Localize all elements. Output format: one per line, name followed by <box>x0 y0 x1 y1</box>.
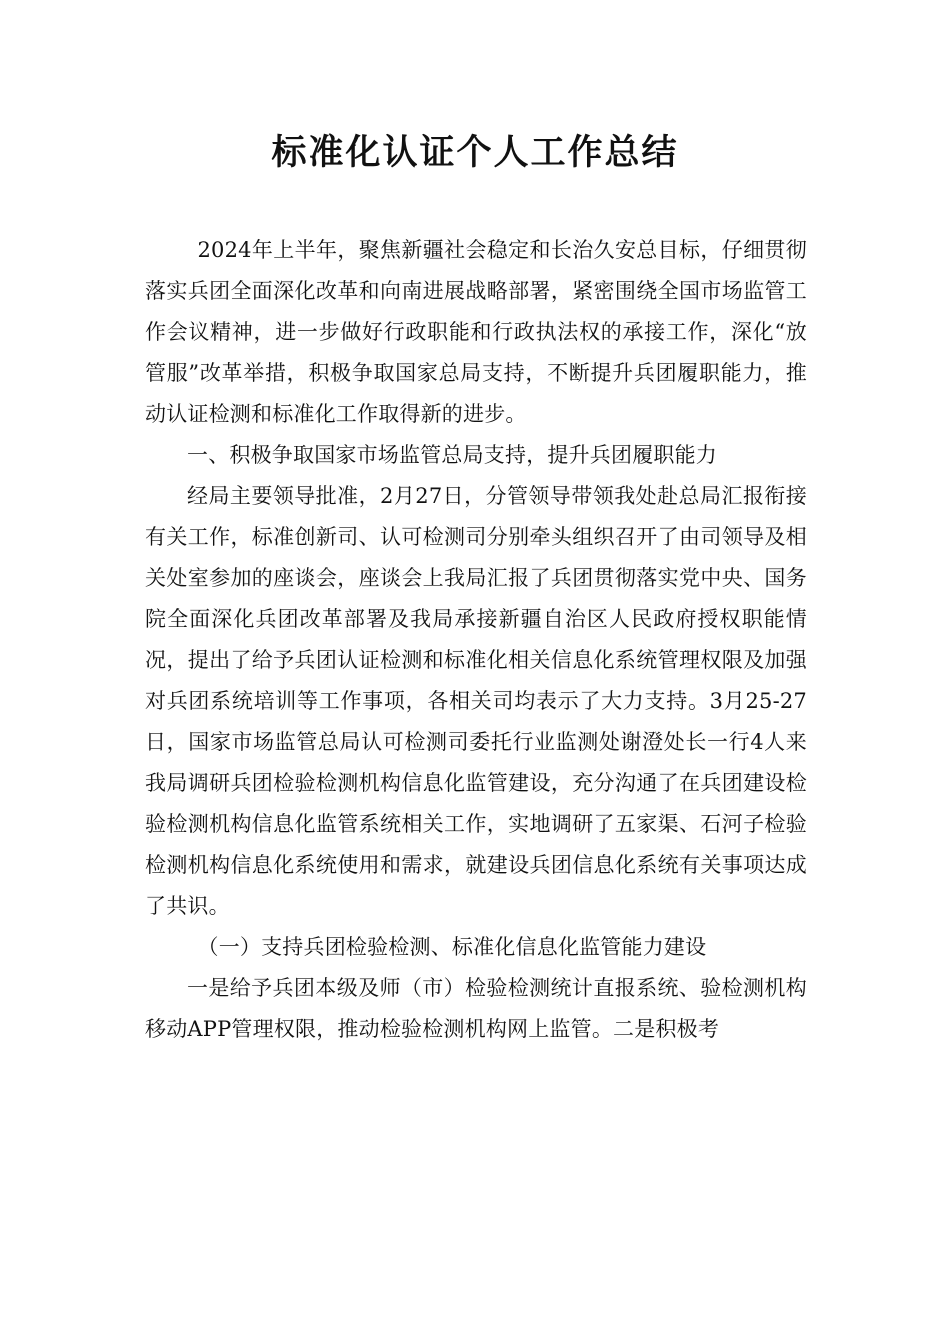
paragraph-section-1: 经局主要领导批准，2月27日，分管领导带领我处赴总局汇报衔接有关工作，标准创新司、认可检测司分别牵头组织召开了由司领导及相关处室参加的座谈会，座谈会上我局汇报了兵团贯彻落实党中央、国务院全面深化兵团改革部署及我局承接新疆自治区人民政府授权职能情况，提出了给予兵团认证检测和标准化相关信息化系统管理权限及加强对兵团系统培训等工作事项，各相关司均表示了大力支持。3月25-27日，国家市场监管总局认可检测司委托行业监测处谢澄处长一行4人来我局调研兵团检验检测机构信息化监管建设，充分沟通了在兵团建设检验检测机构信息化监管系统相关工作，实地调研了五家渠、石河子检验检测机构信息化系统使用和需求，就建设兵团信息化系统有关事项达成了共识。 <box>145 484 807 918</box>
document-title: 标准化认证个人工作总结 <box>271 133 679 173</box>
subsection-heading-1: （一）支持兵团检验检测、标准化信息化监管能力建设 <box>197 935 707 959</box>
paragraph-subsection-1: 一是给予兵团本级及师（市）检验检测统计直报系统、验检测机构移动APP管理权限，推动检验检测机构网上监管。二是积极考 <box>145 976 807 1041</box>
paragraph-intro: 2024年上半年，聚焦新疆社会稳定和长治久安总目标，仔细贯彻落实兵团全面深化改革和向南进展战略部署，紧密围绕全国市场监管工作会议精神，进一步做好行政职能和行政执法权的承接工作，深化“放管服”改革举措，积极争取国家总局支持，不断提升兵团履职能力，推动认证检测和标准化工作取得新的进步。 <box>145 238 807 426</box>
document-body <box>145 230 807 1050</box>
section-heading-1: 一、积极争取国家市场监管总局支持，提升兵团履职能力 <box>187 443 717 467</box>
